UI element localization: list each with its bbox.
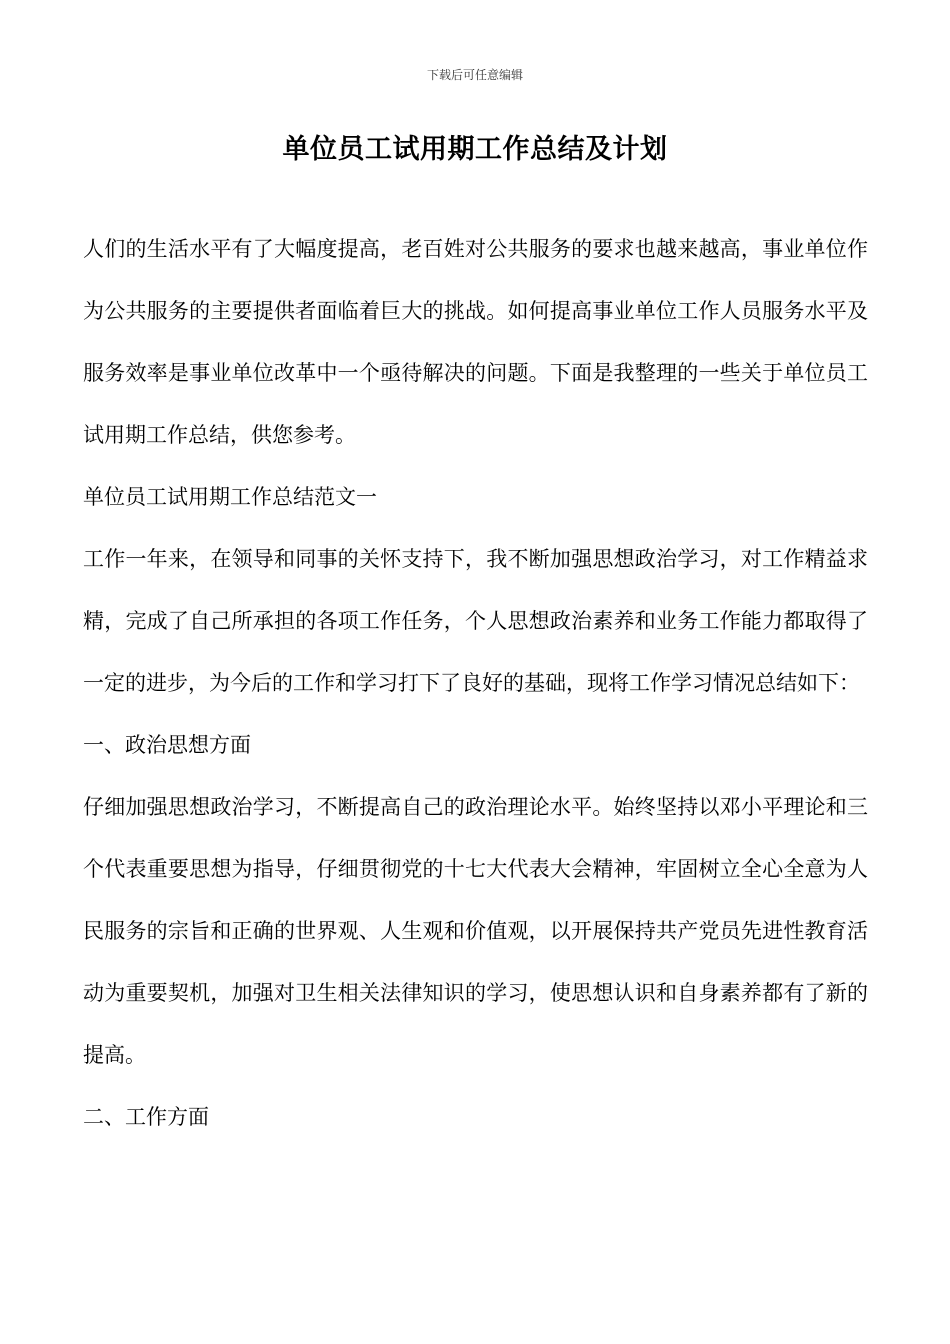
header-note: 下载后可任意编辑	[426, 68, 523, 82]
paragraph-political: 仔细加强思想政治学习，不断提高自己的政治理论水平。始终坚持以邓小平理论和三个代表重要思想为指导，仔细贯彻党的十七大代表大会精神，牢固树立全心全意为人民服务的宗旨和正确的世界观、人生观和价值观，以开展保持共产党员先进性教育活动为重要契机，加强对卫生相关法律知识的学习，使思想认识和自身素养都有了新的提高。	[83, 795, 868, 1067]
document-title: 单位员工试用期工作总结及计划	[282, 134, 668, 165]
document-body	[83, 218, 868, 1148]
section-heading-sample-one: 单位员工试用期工作总结范文一	[83, 485, 377, 509]
paragraph-summary-intro: 工作一年来，在领导和同事的关怀支持下，我不断加强思想政治学习，对工作精益求精，完成了自己所承担的各项工作任务，个人思想政治素养和业务工作能力都取得了一定的进步，为今后的工作和学习打下了良好的基础，现将工作学习情况总结如下：	[83, 547, 868, 695]
section-heading-work: 二、工作方面	[83, 1105, 209, 1129]
section-heading-political: 一、政治思想方面	[83, 733, 251, 757]
paragraph-intro: 人们的生活水平有了大幅度提高，老百姓对公共服务的要求也越来越高，事业单位作为公共服务的主要提供者面临着巨大的挑战。如何提高事业单位工作人员服务水平及服务效率是事业单位改革中一个亟待解决的问题。下面是我整理的一些关于单位员工试用期工作总结，供您参考。	[83, 237, 868, 447]
